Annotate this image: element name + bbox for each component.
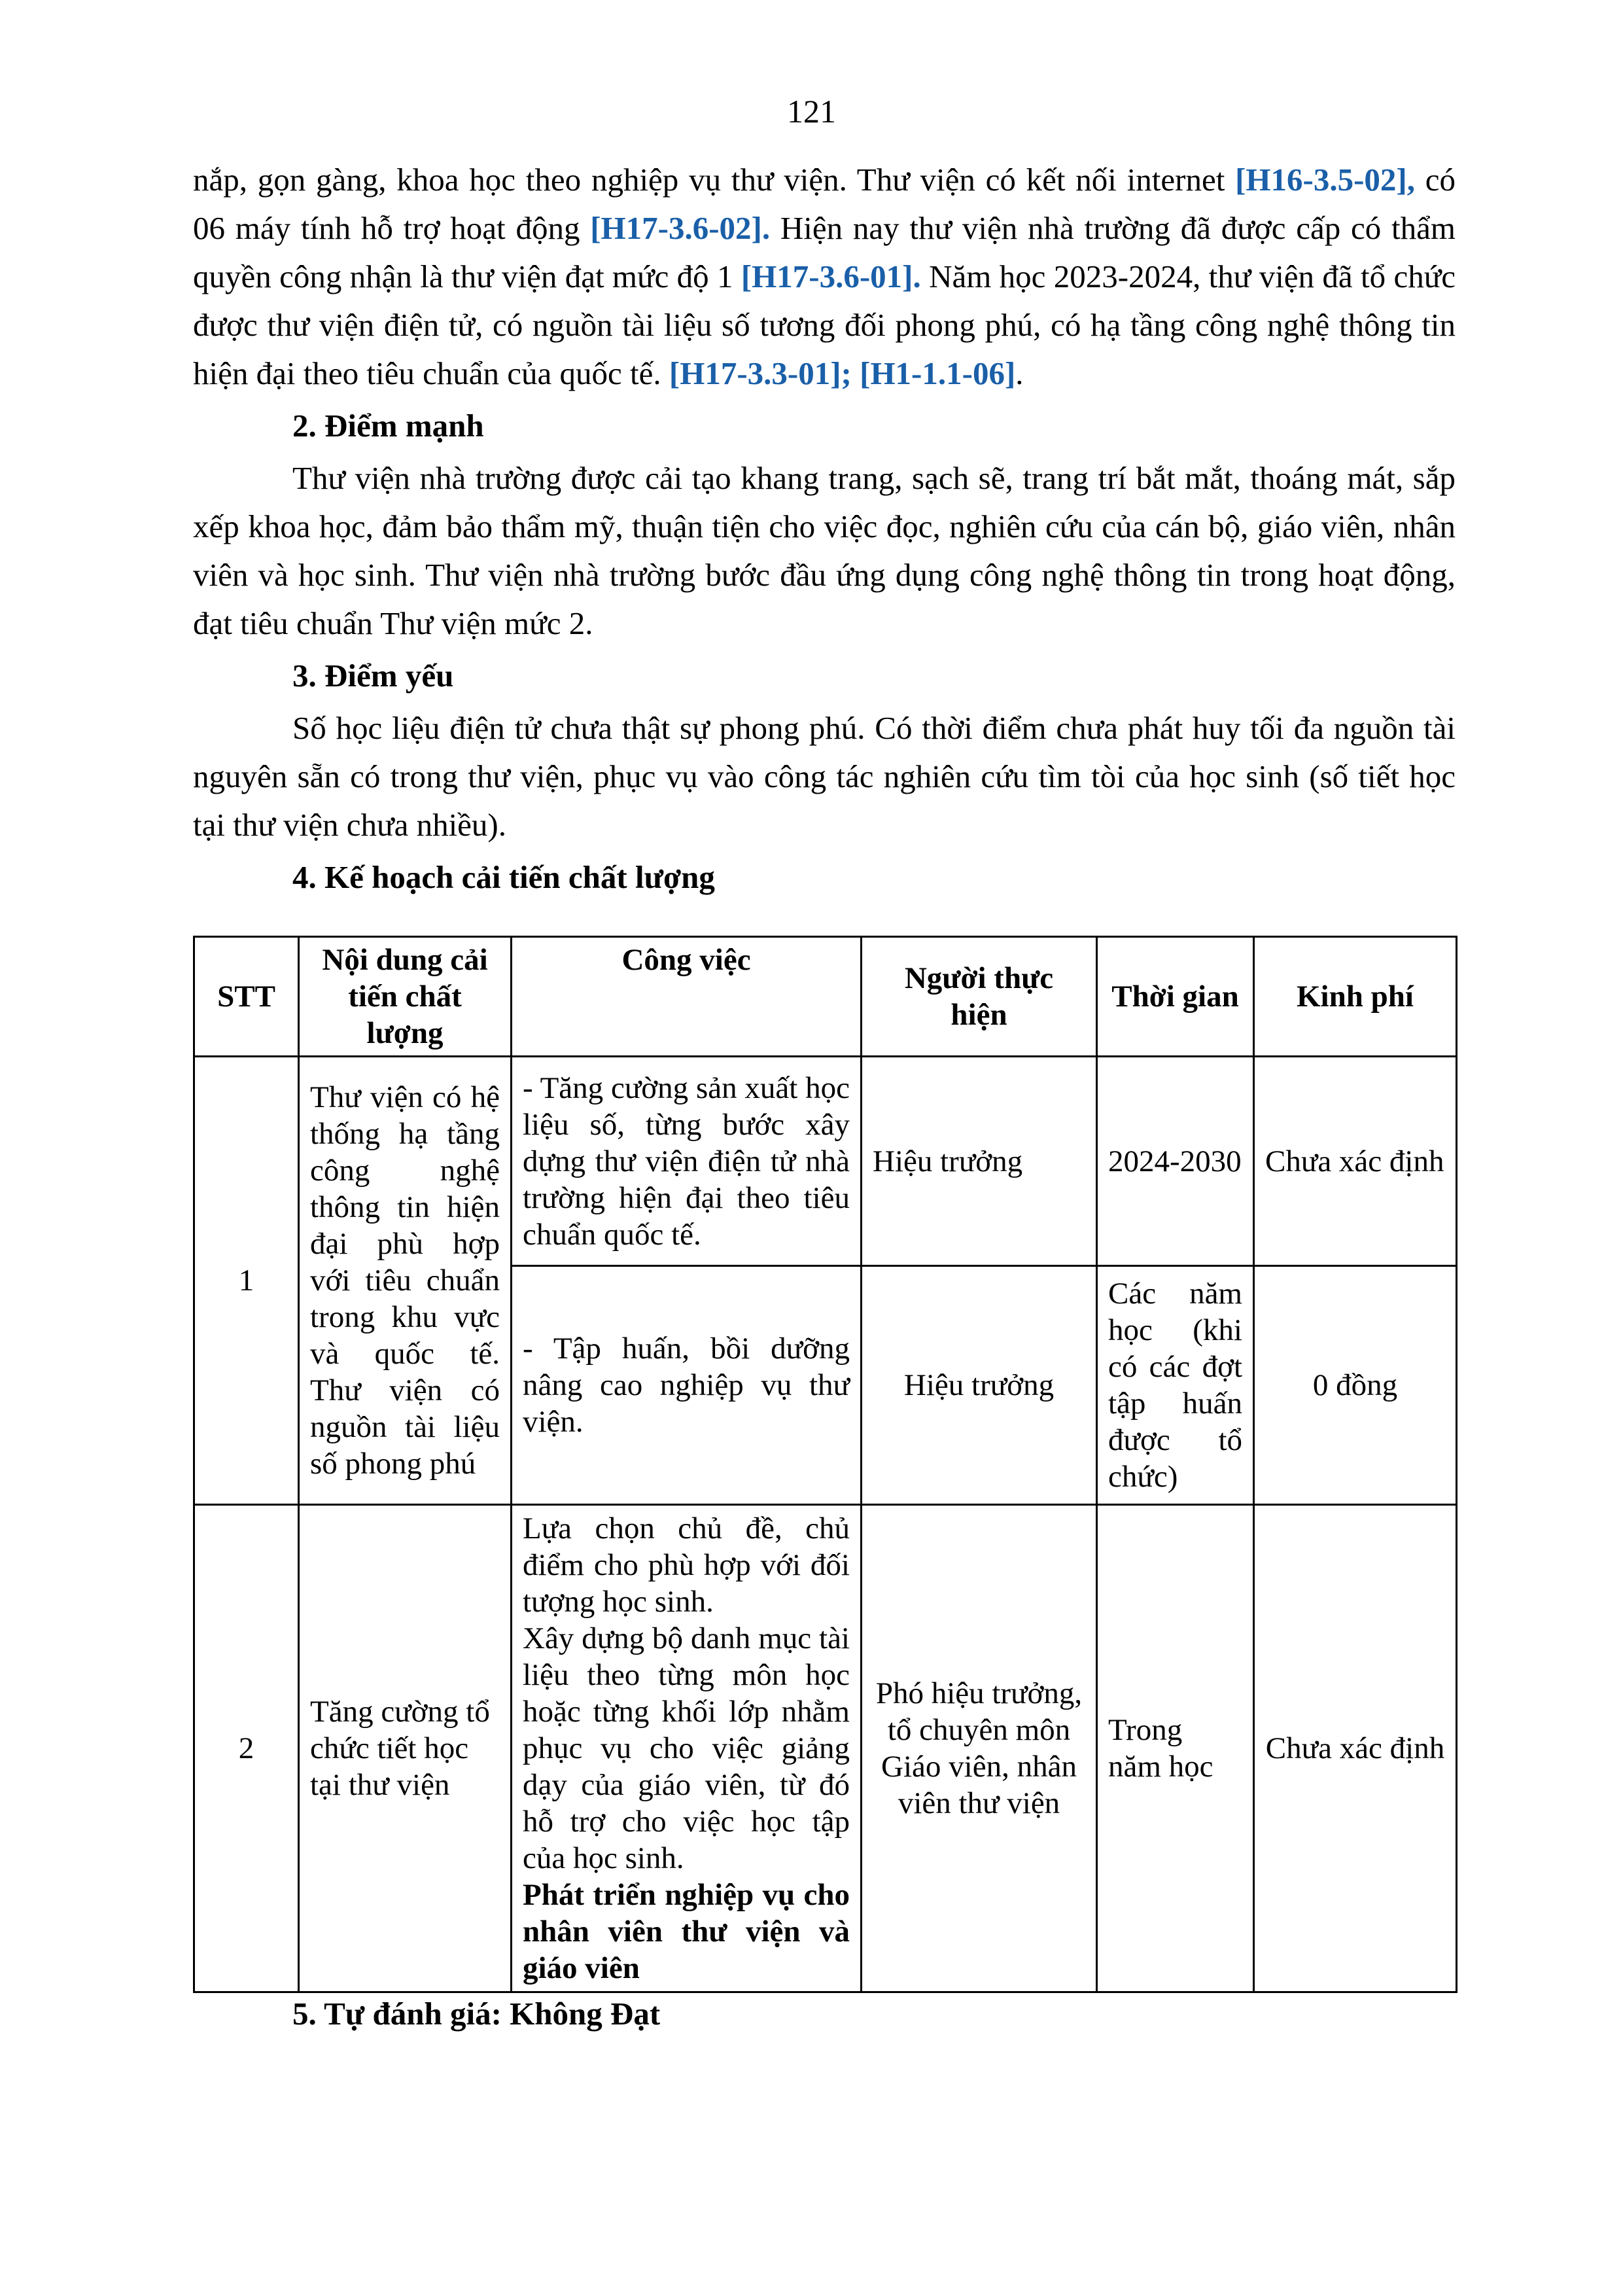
para-text: Hiện nay thư viện nhà trường đã được cấp có thẩm quyền công nhận là thư viện đạt mức độ 1 (193, 210, 1456, 294)
row2-work-line1: Lựa chọn chủ đề, chủ điểm cho phù hợp với đối tượng học sinh. (523, 1511, 850, 1619)
strengths-paragraph: Thư viện nhà trường được cải tạo khang trang, sạch sẽ, trang trí bắt mắt, thoáng mát, sắp xếp khoa học, đảm bảo thẩm mỹ, thuận tiện cho việc đọc, nghiên cứu của cán bộ, giáo viên, nhân viên và học sinh. Thư viện nhà trường bước đầu ứng dụng công nghệ thông tin trong hoạt động, đạt tiêu chuẩn Thư viện mức 2. (193, 460, 1456, 641)
row1-task1-work: - Tăng cường sản xuất học liệu số, từng bước xây dựng thư viện điện tử nhà trường hiện đại theo tiêu chuẩn quốc tế. (512, 1057, 862, 1266)
page-number: 121 (787, 93, 836, 130)
row2-cost: Chưa xác định (1254, 1505, 1457, 1992)
row1-task1-cost: Chưa xác định (1254, 1057, 1457, 1266)
row2-work (512, 1505, 862, 1992)
weaknesses-paragraph: Số học liệu điện tử chưa thật sự phong phú. Có thời điểm chưa phát huy tối đa nguồn tài nguyên sẵn có trong thư viện, phục vụ vào công tác nghiên cứu tìm tòi của học sinh (số tiết học tại thư viện chưa nhiều). (193, 710, 1456, 843)
row2-work-line3: Phát triển nghiệp vụ cho nhân viên thư viện và giáo viên (523, 1878, 850, 1985)
row1-content: Thư viện có hệ thống hạ tầng công nghệ thông tin hiện đại phù hợp với tiêu chuẩn trong khu vực và quốc tế. Thư viện có nguồn tài liệu số phong phú (299, 1057, 512, 1505)
table-row (194, 1057, 1457, 1266)
table-row (194, 1505, 1457, 1992)
header-time: Thời gian (1097, 937, 1254, 1057)
row1-task2-time: Các năm học (khi có các đợt tập huấn được tổ chức) (1097, 1266, 1254, 1505)
row2-stt: 2 (194, 1505, 299, 1992)
table-header-row (194, 937, 1457, 1057)
header-stt: STT (194, 937, 299, 1057)
row2-time: Trong năm học (1097, 1505, 1254, 1992)
section1-paragraph (193, 156, 1456, 398)
row1-stt: 1 (194, 1057, 299, 1505)
evidence-ref: [H17-3.3-01]; [H1-1.1-06] (669, 355, 1016, 391)
row1-task2-cost: 0 đồng (1254, 1266, 1457, 1505)
row1-task2-person: Hiệu trưởng (862, 1266, 1097, 1505)
row1-task1-person: Hiệu trưởng (862, 1057, 1097, 1266)
para-text: nắp, gọn gàng, khoa học theo nghiệp vụ thư viện. Thư viện có kết nối internet (193, 162, 1236, 198)
evidence-ref: [H17-3.6-01]. (741, 258, 921, 294)
row2-person: Phó hiệu trưởng, tổ chuyên môn Giáo viên, nhân viên thư viện (862, 1505, 1097, 1992)
row2-content: Tăng cường tổ chức tiết học tại thư viện (299, 1505, 512, 1992)
improvement-plan-table (193, 936, 1457, 1993)
self-assessment-heading: 5. Tự đánh giá: Không Đạt (292, 1996, 661, 2032)
para-text: Năm học 2023-2024, thư viện đã tổ chức được thư viện điện tử, có nguồn tài liệu số tương đối phong phú, có hạ tầng công nghệ thông tin hiện đại theo tiêu chuẩn của quốc tế. (193, 258, 1456, 391)
weaknesses-heading: 3. Điểm yếu (292, 658, 454, 694)
plan-heading: 4. Kế hoạch cải tiến chất lượng (292, 859, 715, 895)
evidence-ref: [H17-3.6-02]. (590, 210, 771, 246)
para-text: . (1015, 355, 1024, 391)
document-body (193, 156, 1456, 906)
para-text: có 06 máy tính hỗ trợ hoạt động (193, 162, 1456, 246)
row1-task2-work: - Tập huấn, bồi dưỡng nâng cao nghiệp vụ thư viện. (512, 1266, 862, 1505)
header-person: Người thực hiện (862, 937, 1097, 1057)
strengths-heading: 2. Điểm mạnh (292, 408, 484, 444)
header-cost: Kinh phí (1254, 937, 1457, 1057)
row2-work-line2: Xây dựng bộ danh mục tài liệu theo từng môn học hoặc từng khối lớp nhằm phục vụ cho việc giảng dạy của giáo viên, từ đó hỗ trợ cho việc học tập của học sinh. (523, 1621, 850, 1875)
evidence-ref: [H16-3.5-02], (1235, 162, 1415, 198)
row1-task1-time: 2024-2030 (1097, 1057, 1254, 1266)
header-work: Công việc (512, 937, 862, 1057)
header-content: Nội dung cải tiến chất lượng (299, 937, 512, 1057)
